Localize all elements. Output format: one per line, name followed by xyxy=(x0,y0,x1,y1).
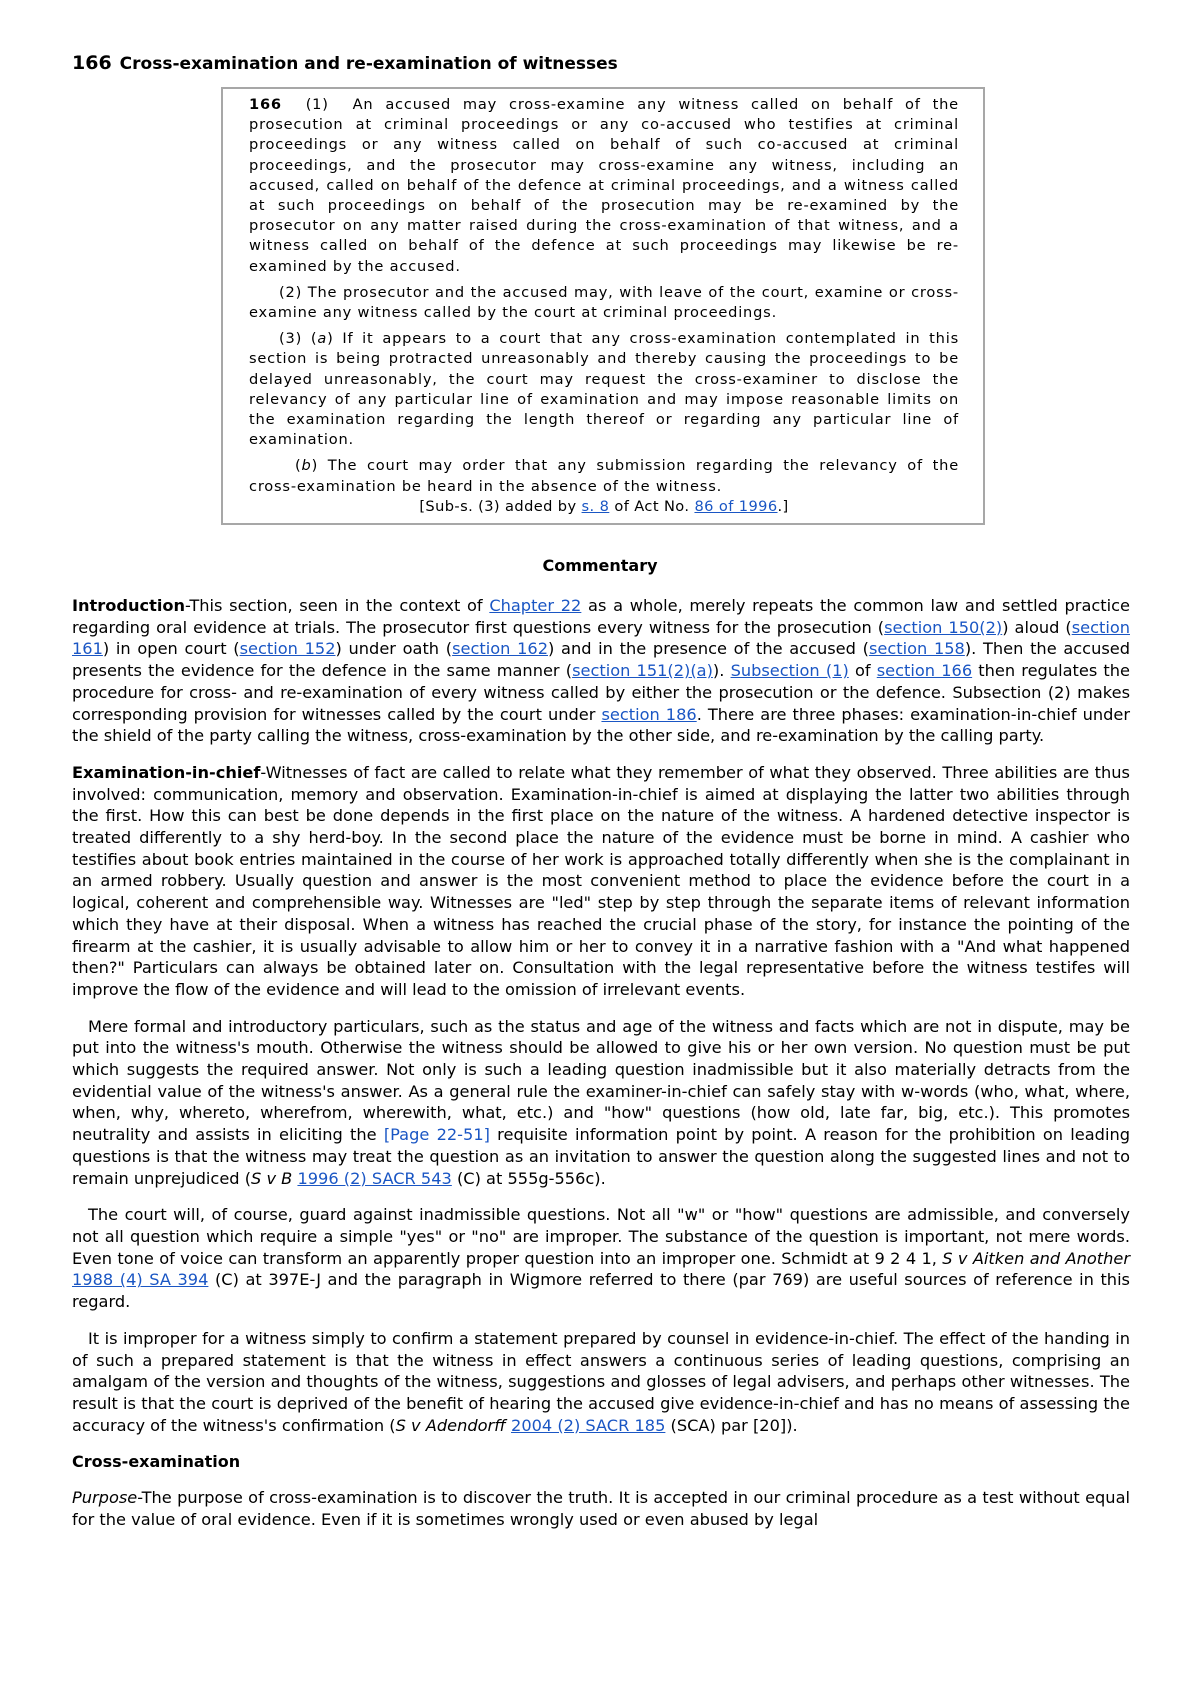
leading-questions-paragraph xyxy=(72,1016,1130,1190)
p5-text-1: It is improper for a witness simply to confirm a statement prepared by counsel in evidence-in-chief. The effect of the handing in of such a prepared statement is that the witness in effect answers a continuous series of leading questions, comprising an amalgam of the version and thoughts of the witness, suggestions and glosses of legal advisers, and perhaps other witnesses. The result is that the court is deprived of the benefit of hearing the accused give evidence-in-chief and has no means of assessing the accuracy of the witness's confirmation ( xyxy=(72,1328,1130,1435)
intro-text-11: . There are three phases: examination-in-chief under the shield of the party calling the witness, cross-examination by the other side, and re-examination by the calling party. xyxy=(72,704,1130,746)
introduction-heading: Introduction xyxy=(72,596,186,615)
intro-text-10: then regulates the procedure for cross- and re-examination of every witness called by either the prosecution or the defence. Subsection (2) makes corresponding provision for witnesses called by the court under xyxy=(72,661,1130,724)
subsection-3b-letter: b xyxy=(301,457,312,475)
commentary-title: Commentary xyxy=(542,556,658,575)
running-header xyxy=(72,52,618,74)
inadmissible-questions-paragraph xyxy=(72,1204,1130,1313)
intro-text-2: as a whole, merely repeats the common law and settled practice regarding oral evidence at trials. The prosecutor first questions every witness for the prosecution ( xyxy=(72,596,1130,637)
case-name-aitken: S v Aitken and Another xyxy=(942,1248,1130,1268)
page-number: 166 xyxy=(72,52,112,74)
link-1996-2-sacr-543[interactable]: 1996 (2) SACR 543 xyxy=(297,1168,452,1188)
purpose-label: Purpose xyxy=(72,1488,138,1508)
intro-text-1: -This section, seen in the context of xyxy=(185,596,490,615)
link-section-186[interactable]: section 186 xyxy=(601,704,697,724)
subsection-3a-number: (3) ( xyxy=(279,330,318,348)
p3-text-4: (C) at 555g-556c). xyxy=(451,1168,606,1188)
subsection-1 xyxy=(249,95,959,277)
intro-text-4: ) in open court ( xyxy=(102,639,240,659)
p3-text-2: requisite information point by point. A reason for the prohibition on leading questions is that the witness may treat the question as an invitation to answer the question along the suggested lines and not to remain unprejudiced ( xyxy=(72,1125,1130,1188)
intro-text-6: ) and in the presence of the accused ( xyxy=(548,639,869,659)
link-chapter-22[interactable]: Chapter 22 xyxy=(489,596,582,615)
p4-text-3: (C) at 397E-J and the paragraph in Wigmore referred to there (par 769) are useful sources of reference in this regard. xyxy=(72,1270,1130,1312)
link-section-150-2[interactable]: section 150(2) xyxy=(884,617,1003,637)
link-section-166[interactable]: section 166 xyxy=(876,661,973,681)
examination-in-chief-heading: Examination-in-chief xyxy=(72,762,261,782)
subsection-3a xyxy=(249,329,959,450)
link-act-86-of-1996[interactable]: 86 of 1996 xyxy=(694,497,778,515)
amendment-prefix: [Sub-s. (3) added by xyxy=(419,497,582,515)
subsection-2: (2) The prosecutor and the accused may, with leave of the court, examine or cross-examine any witness called by the court at criminal proceedings. xyxy=(249,283,959,322)
subsection-1-text: An accused may cross-examine any witness called on behalf of the prosecution at criminal proceedings or any co-accused who testifies at criminal proceedings or any witness called on behalf of such co-accused at criminal proceedings, and the prosecutor may cross-examine any witness, including an accused, called on behalf of the defence at criminal proceedings, and a witness called at such proceedings on behalf of the prosecution may be re-examined by the prosecutor on any matter raised during the cross-examination of that witness, and a witness called on behalf of the defence at such proceedings may likewise be re-examined by the accused. xyxy=(249,96,959,275)
purpose-paragraph xyxy=(72,1487,1130,1530)
purpose-text: -The purpose of cross-examination is to discover the truth. It is accepted in our criminal procedure as a test without equal for the value of oral evidence. Even if it is sometimes wrongly used or even abused by legal xyxy=(72,1488,1130,1529)
subsection-3a-letter: a xyxy=(317,330,328,348)
page-reference-link[interactable]: [Page 22-51] xyxy=(383,1125,490,1145)
intro-text-5: ) under oath ( xyxy=(335,639,453,659)
intro-text-9: of xyxy=(848,661,877,681)
amendment-mid: of Act No. xyxy=(609,497,695,515)
link-subsection-1[interactable]: Subsection (1) xyxy=(730,661,849,681)
intro-text-8: ). xyxy=(712,661,731,681)
link-1988-4-sa-394[interactable]: 1988 (4) SA 394 xyxy=(72,1270,209,1290)
prepared-statement-paragraph xyxy=(72,1328,1130,1437)
amendment-suffix: .] xyxy=(777,497,789,515)
link-2004-2-sacr-185[interactable]: 2004 (2) SACR 185 xyxy=(511,1415,666,1435)
running-title: Cross-examination and re-examination of witnesses xyxy=(119,54,618,74)
link-section-158[interactable]: section 158 xyxy=(868,639,965,659)
subsection-3b-open: ( xyxy=(295,457,302,475)
subsection-3b xyxy=(249,456,959,496)
link-section-161[interactable]: section 161 xyxy=(72,617,1130,659)
p3-text-1: Mere formal and introductory particulars, such as the status and age of the witness and facts which are not in dispute, may be put into the witness's mouth. Otherwise the witness should be allowed to give his or her own version. No question must be put which suggests the required answer. Not only is such a leading question inadmissible but it also materially detracts from the evidential value of the witness's answer. As a general rule the examiner-in-chief can safely stay with w-words (who, what, where, when, why, whereto, wherefrom, wherewith, what, etc.) and "how" questions (how old, late far, big, etc.). This promotes neutrality and assists in eliciting the xyxy=(72,1016,1130,1145)
link-section-151-2-a[interactable]: section 151(2)(a) xyxy=(572,661,713,681)
p4-text-1: The court will, of course, guard against inadmissible questions. Not all "w" or "how" questions are admissible, and conversely not all question which require a simple "yes" or "no" are improper. The substance of the question is important, not mere words. Even tone of voice can transform an apparently proper question into an improper one. Schmidt at 9 2 4 1, xyxy=(72,1205,1130,1268)
subsection-3a-text: ) If it appears to a court that any cross-examination contemplated in this section is being protracted unreasonably and thereby causing the proceedings to be delayed unreasonably, the court may request the cross-examiner to disclose the relevancy of any particular line of examination and may impose reasonable limits on the examination regarding the length thereof or regarding any particular line of examination. xyxy=(249,330,959,449)
section-number: 166 xyxy=(249,96,282,113)
examination-in-chief-text: -Witnesses of fact are called to relate what they remember of what they observed. Three abilities are thus involved: communication, memory and observation. Examination-in-chief is aimed at displaying the latter two abilities through the first. How this can best be done depends in the first place on the nature of the witness. A hardened detective inspector is treated differently to a shy herd-boy. In the second place the nature of the evidence must be borne in mind. A cashier who testifies about book entries maintained in the course of her work is approached totally differently when she is the complainant in an armed robbery. Usually question and answer is the most convenient method to place the evidence before the court in a logical, coherent and comprehensible way. Witnesses are "led" step by step through the separate items of relevant information which they have at their disposal. When a witness has reached the crucial phase of the story, for instance the pointing of the firearm at the cashier, it is usually advisable to allow him or her to convey it in a narrative fashion with a "And what happened then?" Particulars can always be obtained later on. Consultation with the legal representative before the witness testifes will improve the flow of the evidence and will lead to the omission of irrelevant events. xyxy=(72,762,1130,999)
intro-text-3: ) aloud ( xyxy=(1002,617,1072,637)
link-section-162[interactable]: section 162 xyxy=(452,639,548,659)
cross-examination-heading: Cross-examination xyxy=(72,1452,241,1472)
case-name-adendorff: S v Adendorff xyxy=(395,1415,506,1435)
subsection-3b-text: ) The court may order that any submission regarding the relevancy of the cross-examination be heard in the absence of the witness. xyxy=(249,457,959,495)
commentary-body xyxy=(72,595,1130,1545)
intro-text-7: ). Then the accused presents the evidence for the defence in the same manner ( xyxy=(72,639,1131,681)
case-name-s-v-b: S v B xyxy=(251,1168,293,1188)
subsection-1-number: (1) xyxy=(305,96,329,113)
amendment-note xyxy=(249,497,959,517)
link-section-152[interactable]: section 152 xyxy=(239,639,336,659)
p5-text-3: (SCA) par [20]). xyxy=(665,1415,798,1435)
introduction-paragraph xyxy=(72,595,1130,747)
statute-box xyxy=(221,87,985,525)
link-s-8[interactable]: s. 8 xyxy=(581,497,610,515)
examination-in-chief-paragraph xyxy=(72,762,1130,1001)
